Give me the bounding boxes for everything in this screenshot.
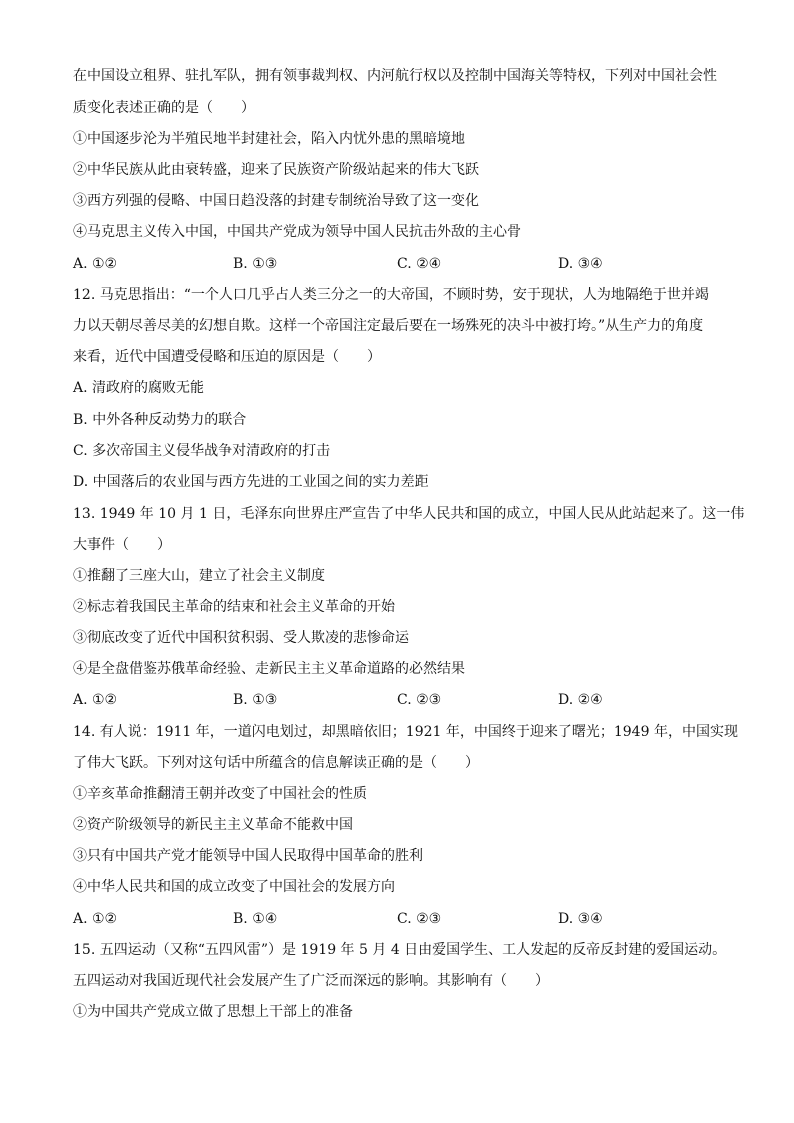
question-stem-line: 来看，近代中国遭受侵略和压迫的原因是（ ）: [73, 349, 381, 365]
answer-option-a: A. ①②: [73, 692, 118, 708]
question-stem-line: 了伟大飞跃。下列对这句话中所蕴含的信息解读正确的是（ ）: [73, 755, 479, 771]
statement-item: ①中国逐步沦为半殖民地半封建社会，陷入内忧外患的黑暗境地: [73, 131, 465, 147]
answer-option-a: A. 清政府的腐败无能: [73, 380, 205, 396]
statement-item: ④是全盘借鉴苏俄革命经验、走新民主主义革命道路的必然结果: [73, 661, 465, 677]
question-stem-line: 大事件（ ）: [73, 537, 171, 553]
answer-option-c: C. ②③: [397, 692, 442, 708]
question-stem-line: 质变化表述正确的是（ ）: [73, 100, 255, 116]
statement-item: ①推翻了三座大山，建立了社会主义制度: [73, 568, 325, 584]
answer-option-c: C. ②③: [397, 911, 442, 927]
answer-option-c: C. 多次帝国主义侵华战争对清政府的打击: [73, 443, 331, 459]
statement-item: ④马克思主义传入中国，中国共产党成为领导中国人民抗击外敌的主心骨: [73, 224, 521, 240]
statement-item: ③彻底改变了近代中国积贫积弱、受人欺凌的悲惨命运: [73, 630, 409, 646]
question-stem-line: 12. 马克思指出：“一个人口几乎占人类三分之一的大帝国，不顾时势，安于现状，人为地隔绝于世并竭: [73, 287, 709, 303]
statement-item: ②资产阶级领导的新民主主义革命不能救中国: [73, 817, 353, 833]
question-stem-line: 14. 有人说：1911 年，一道闪电划过，却黑暗依旧；1921 年，中国终于迎来了曙光；1949 年，中国实现: [73, 724, 738, 740]
answer-option-d: D. ③④: [558, 256, 603, 272]
statement-item: ②中华民族从此由衰转盛，迎来了民族资产阶级站起来的伟大飞跃: [73, 162, 479, 178]
statement-item: ①辛亥革命推翻清王朝并改变了中国社会的性质: [73, 786, 367, 802]
answer-option-a: A. ①②: [73, 256, 118, 272]
answer-option-b: B. ①③: [233, 692, 278, 708]
statement-item: ④中华人民共和国的成立改变了中国社会的发展方向: [73, 879, 395, 895]
answer-option-c: C. ②④: [397, 256, 442, 272]
statement-item: ③只有中国共产党才能领导中国人民取得中国革命的胜利: [73, 848, 423, 864]
statement-item: ③西方列强的侵略、中国日趋没落的封建专制统治导致了这一变化: [73, 193, 479, 209]
statement-item: ②标志着我国民主革命的结束和社会主义革命的开始: [73, 599, 395, 615]
answer-option-d: D. ③④: [558, 911, 603, 927]
answer-option-d: D. ②④: [558, 692, 603, 708]
answer-option-b: B. ①④: [233, 911, 278, 927]
answer-option-d: D. 中国落后的农业国与西方先进的工业国之间的实力差距: [73, 474, 429, 490]
answer-option-a: A. ①②: [73, 911, 118, 927]
statement-item: ①为中国共产党成立做了思想上干部上的准备: [73, 1004, 353, 1020]
question-stem-line: 13. 1949 年 10 月 1 日，毛泽东向世界庄严宣告了中华人民共和国的成立，中国人民从此站起来了。这一伟: [73, 506, 745, 522]
question-stem-line: 五四运动对我国近现代社会发展产生了广泛而深远的影响。其影响有（ ）: [73, 973, 549, 989]
question-stem-line: 力以天朝尽善尽美的幻想自欺。这样一个帝国注定最后要在一场殊死的决斗中被打垮。”从生产力的角度: [73, 318, 704, 334]
answer-option-b: B. ①③: [233, 256, 278, 272]
question-stem-line: 15. 五四运动（又称“五四风雷”）是 1919 年 5 月 4 日由爱国学生、工人发起的反帝反封建的爱国运动。: [73, 942, 727, 958]
question-stem-line: 在中国设立租界、驻扎军队，拥有领事裁判权、内河航行权以及控制中国海关等特权，下列对中国社会性: [73, 68, 717, 84]
answer-option-b: B. 中外各种反动势力的联合: [73, 412, 247, 428]
